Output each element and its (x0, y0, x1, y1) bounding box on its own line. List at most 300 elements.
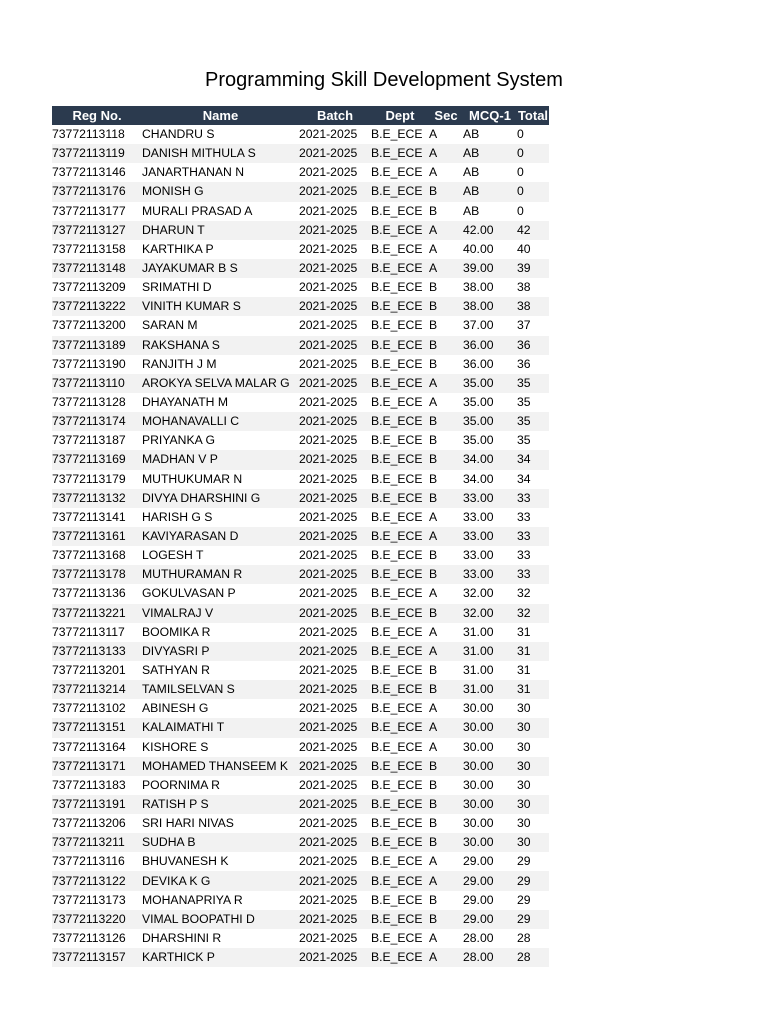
mcq-1-cell: 35.00 (463, 412, 517, 431)
table-row (52, 699, 549, 718)
reg-no-cell: 73772113110 (52, 374, 142, 393)
batch-cell: 2021-2025 (299, 509, 358, 524)
table-row (52, 910, 549, 929)
reg-no-cell: 73772113102 (52, 701, 126, 716)
dept-cell: B.E_ECE (371, 280, 423, 295)
name-cell: LOGESH T (142, 548, 204, 563)
name-cell: JANARTHANAN N (142, 165, 245, 180)
reg-no-cell: 73772113214 (52, 680, 142, 699)
total-cell: 36 (517, 356, 531, 371)
sec-cell: B (429, 777, 438, 792)
sec-cell: B (429, 412, 463, 431)
total-cell: 42 (517, 221, 549, 240)
name-cell: KALAIMATHI T (142, 718, 299, 737)
column-header-name: Name (142, 106, 299, 125)
mcq-1-cell: AB (463, 127, 480, 142)
reg-no-cell: 73772113148 (52, 259, 142, 278)
batch-cell: 2021-2025 (299, 297, 371, 316)
sec-cell: B (429, 280, 438, 295)
batch-cell: 2021-2025 (299, 182, 371, 201)
dept-cell: B.E_ECE (371, 854, 423, 869)
mcq-1-cell: 34.00 (463, 471, 494, 486)
reg-no-cell: 73772113146 (52, 165, 126, 180)
mcq-1-cell: 30.00 (463, 795, 517, 814)
batch-cell: 2021-2025 (299, 527, 371, 546)
dept-cell: B.E_ECE (371, 259, 429, 278)
table-row (52, 374, 549, 393)
column-header-mcq-1: MCQ-1 (463, 106, 517, 125)
batch-cell: 2021-2025 (299, 489, 371, 508)
mcq-1-cell: 29.00 (463, 854, 494, 869)
table-row (52, 661, 549, 680)
total-cell: 36 (517, 336, 549, 355)
sec-cell: B (429, 471, 438, 486)
total-cell: 35 (517, 412, 549, 431)
mcq-1-cell: 31.00 (463, 663, 494, 677)
dept-cell: B.E_ECE (371, 586, 423, 601)
reg-no-cell: 73772113136 (52, 586, 126, 601)
sec-cell: B (429, 203, 438, 218)
name-cell: GOKULVASAN P (142, 586, 236, 601)
reg-no-cell: 73772113161 (52, 527, 142, 546)
sec-cell: A (429, 871, 463, 890)
sec-cell: A (429, 165, 438, 180)
name-cell: POORNIMA R (142, 777, 220, 792)
name-cell: HARISH G S (142, 509, 213, 524)
page-title: Programming Skill Development System (205, 69, 563, 91)
batch-cell: 2021-2025 (299, 604, 371, 623)
mcq-1-cell: 38.00 (463, 280, 494, 295)
mcq-1-cell: 37.00 (463, 318, 494, 333)
name-cell: SARAN M (142, 318, 198, 333)
batch-cell: 2021-2025 (299, 586, 358, 601)
reg-no-cell: 73772113176 (52, 182, 142, 201)
dept-cell: B.E_ECE (371, 680, 429, 699)
mcq-1-cell: AB (463, 165, 480, 180)
total-cell: 33 (517, 527, 549, 546)
name-cell: BHUVANESH K (142, 854, 229, 869)
batch-cell: 2021-2025 (299, 127, 358, 142)
table-row (52, 163, 549, 182)
batch-cell: 2021-2025 (299, 336, 371, 355)
mcq-1-cell: 30.00 (463, 757, 517, 776)
name-cell: SRIMATHI D (142, 280, 212, 295)
sec-cell: A (429, 509, 438, 524)
mcq-1-cell: 33.00 (463, 509, 494, 524)
total-cell: 30 (517, 816, 531, 831)
name-cell: MOHAMED THANSEEM K (142, 757, 299, 776)
sec-cell: A (429, 395, 438, 410)
dept-cell: B.E_ECE (371, 182, 429, 201)
table-row (52, 144, 549, 163)
total-cell: 0 (517, 203, 524, 218)
sec-cell: A (429, 854, 438, 869)
dept-cell: B.E_ECE (371, 127, 423, 142)
mcq-1-cell: 35.00 (463, 395, 494, 410)
dept-cell: B.E_ECE (371, 565, 429, 584)
batch-cell: 2021-2025 (299, 854, 358, 869)
batch-cell: 2021-2025 (299, 795, 371, 814)
total-cell: 30 (517, 795, 549, 814)
name-cell: MOHANAVALLI C (142, 412, 299, 431)
sec-cell: B (429, 489, 463, 508)
total-cell: 28 (517, 948, 549, 967)
dept-cell: B.E_ECE (371, 356, 423, 371)
reg-no-cell: 73772113127 (52, 221, 142, 240)
dept-cell: B.E_ECE (371, 527, 429, 546)
column-header-total: Total (517, 108, 549, 123)
reg-no-cell: 73772113177 (52, 203, 126, 218)
sec-cell: B (429, 833, 463, 852)
name-cell: KAVIYARASAN D (142, 527, 299, 546)
name-cell: VIMALRAJ V (142, 604, 299, 623)
sec-cell: A (429, 527, 463, 546)
total-cell: 35 (517, 374, 549, 393)
total-cell: 40 (517, 241, 531, 256)
table-header-row (52, 106, 549, 125)
batch-cell: 2021-2025 (299, 471, 358, 486)
name-cell: MUTHUKUMAR N (142, 471, 243, 486)
reg-no-cell: 73772113118 (52, 127, 125, 142)
reg-no-cell: 73772113171 (52, 757, 142, 776)
name-cell: MONISH G (142, 182, 299, 201)
table-body (52, 125, 549, 967)
dept-cell: B.E_ECE (371, 777, 423, 792)
reg-no-cell: 73772113128 (52, 395, 126, 410)
batch-cell: 2021-2025 (299, 624, 358, 639)
mcq-1-cell: 28.00 (463, 930, 494, 945)
batch-cell: 2021-2025 (299, 680, 371, 699)
reg-no-cell: 73772113183 (52, 777, 126, 792)
batch-cell: 2021-2025 (299, 871, 371, 890)
mcq-1-cell: 29.00 (463, 892, 494, 907)
total-cell: 33 (517, 489, 549, 508)
table-row (52, 565, 549, 584)
sec-cell: B (429, 565, 463, 584)
total-cell: 38 (517, 297, 549, 316)
dept-cell: B.E_ECE (371, 489, 429, 508)
name-cell: SUDHA B (142, 833, 299, 852)
sec-cell: B (429, 795, 463, 814)
mcq-1-cell: 28.00 (463, 948, 517, 967)
table-row (52, 355, 549, 374)
name-cell: VINITH KUMAR S (142, 297, 299, 316)
dept-cell: B.E_ECE (371, 144, 429, 163)
total-cell: 34 (517, 471, 531, 486)
dept-cell: B.E_ECE (371, 221, 429, 240)
mcq-1-cell: 32.00 (463, 604, 517, 623)
table-row (52, 680, 549, 699)
name-cell: DHARUN T (142, 221, 299, 240)
table-row (52, 604, 549, 623)
batch-cell: 2021-2025 (299, 374, 371, 393)
sec-cell: B (429, 548, 438, 563)
table-row (52, 125, 549, 144)
total-cell: 0 (517, 182, 549, 201)
batch-cell: 2021-2025 (299, 892, 358, 907)
table-row (52, 278, 549, 297)
batch-cell: 2021-2025 (299, 318, 358, 333)
sec-cell: A (429, 241, 438, 256)
total-cell: 37 (517, 318, 531, 333)
batch-cell: 2021-2025 (299, 280, 358, 295)
total-cell: 30 (517, 701, 531, 716)
dept-cell: B.E_ECE (371, 739, 423, 754)
sec-cell: A (429, 586, 438, 601)
dept-cell: B.E_ECE (371, 336, 429, 355)
sec-cell: B (429, 356, 438, 371)
table-row (52, 871, 549, 890)
batch-cell: 2021-2025 (299, 833, 371, 852)
table-row (52, 336, 549, 355)
name-cell: KISHORE S (142, 739, 209, 754)
total-cell: 30 (517, 739, 531, 754)
total-cell: 32 (517, 604, 549, 623)
results-table (52, 106, 549, 967)
name-cell: SRI HARI NIVAS (142, 816, 234, 831)
mcq-1-cell: 33.00 (463, 548, 494, 563)
reg-no-cell: 73772113132 (52, 489, 142, 508)
dept-cell: B.E_ECE (371, 297, 429, 316)
sec-cell: A (429, 144, 463, 163)
mcq-1-cell: 30.00 (463, 833, 517, 852)
total-cell: 30 (517, 777, 531, 792)
dept-cell: B.E_ECE (371, 374, 429, 393)
dept-cell: B.E_ECE (371, 948, 429, 967)
reg-no-cell: 73772113168 (52, 548, 126, 563)
mcq-1-cell: 30.00 (463, 816, 494, 831)
dept-cell: B.E_ECE (371, 892, 423, 907)
mcq-1-cell: AB (463, 144, 517, 163)
table-row (52, 393, 549, 412)
sec-cell: B (429, 336, 463, 355)
total-cell: 0 (517, 144, 549, 163)
reg-no-cell: 73772113126 (52, 930, 126, 945)
sec-cell: B (429, 297, 463, 316)
reg-no-cell: 73772113201 (52, 663, 126, 677)
dept-cell: B.E_ECE (371, 548, 423, 563)
name-cell: AROKYA SELVA MALAR G (142, 374, 299, 393)
mcq-1-cell: 30.00 (463, 739, 494, 754)
dept-cell: B.E_ECE (371, 795, 429, 814)
name-cell: MOHANAPRIYA R (142, 892, 243, 907)
table-row (52, 757, 549, 776)
dept-cell: B.E_ECE (371, 930, 423, 945)
column-header-batch: Batch (299, 106, 371, 125)
mcq-1-cell: 30.00 (463, 701, 494, 716)
dept-cell: B.E_ECE (371, 450, 429, 469)
dept-cell: B.E_ECE (371, 910, 429, 929)
total-cell: 35 (517, 433, 531, 448)
batch-cell: 2021-2025 (299, 910, 371, 929)
mcq-1-cell: 30.00 (463, 718, 517, 737)
total-cell: 35 (517, 395, 531, 410)
total-cell: 38 (517, 280, 531, 295)
mcq-1-cell: 38.00 (463, 297, 517, 316)
name-cell: DEVIKA K G (142, 871, 299, 890)
total-cell: 30 (517, 718, 549, 737)
sec-cell: B (429, 450, 463, 469)
dept-cell: B.E_ECE (371, 165, 423, 180)
batch-cell: 2021-2025 (299, 433, 358, 448)
sec-cell: A (429, 624, 438, 639)
dept-cell: B.E_ECE (371, 412, 429, 431)
name-cell: JAYAKUMAR B S (142, 259, 299, 278)
name-cell: PRIYANKA G (142, 433, 215, 448)
batch-cell: 2021-2025 (299, 259, 371, 278)
batch-cell: 2021-2025 (299, 930, 358, 945)
dept-cell: B.E_ECE (371, 395, 423, 410)
table-row (52, 718, 549, 737)
total-cell: 31 (517, 663, 531, 677)
name-cell: RANJITH J M (142, 356, 217, 371)
sec-cell: B (429, 318, 438, 333)
total-cell: 29 (517, 910, 549, 929)
mcq-1-cell: 39.00 (463, 259, 517, 278)
total-cell: 29 (517, 892, 531, 907)
dept-cell: B.E_ECE (371, 701, 423, 716)
name-cell: ABINESH G (142, 701, 209, 716)
dept-cell: B.E_ECE (371, 433, 423, 448)
table-row (52, 948, 549, 967)
reg-no-cell: 73772113133 (52, 642, 142, 661)
name-cell: DANISH MITHULA S (142, 144, 299, 163)
reg-no-cell: 73772113141 (52, 509, 126, 524)
table-row (52, 891, 549, 910)
name-cell: KARTHICK P (142, 948, 299, 967)
sec-cell: A (429, 127, 438, 142)
dept-cell: B.E_ECE (371, 624, 423, 639)
dept-cell: B.E_ECE (371, 757, 429, 776)
reg-no-cell: 73772113189 (52, 336, 142, 355)
name-cell: CHANDRU S (142, 127, 215, 142)
name-cell: MUTHURAMAN R (142, 565, 299, 584)
total-cell: 31 (517, 680, 549, 699)
sec-cell: B (429, 663, 438, 677)
column-header-dept: Dept (371, 106, 429, 125)
table-row (52, 489, 549, 508)
reg-no-cell: 73772113178 (52, 565, 142, 584)
name-cell: TAMILSELVAN S (142, 680, 299, 699)
table-row (52, 584, 549, 603)
reg-no-cell: 73772113206 (52, 816, 126, 831)
batch-cell: 2021-2025 (299, 757, 371, 776)
total-cell: 33 (517, 509, 531, 524)
table-row (52, 776, 549, 795)
sec-cell: A (429, 739, 438, 754)
batch-cell: 2021-2025 (299, 241, 358, 256)
sec-cell: A (429, 374, 463, 393)
column-header-reg-no: Reg No. (52, 106, 142, 125)
reg-no-cell: 73772113187 (52, 433, 126, 448)
total-cell: 33 (517, 548, 531, 563)
name-cell: DHAYANATH M (142, 395, 228, 410)
table-row (52, 297, 549, 316)
mcq-1-cell: AB (463, 182, 517, 201)
table-row (52, 546, 549, 565)
sec-cell: B (429, 680, 463, 699)
sec-cell: A (429, 701, 438, 716)
batch-cell: 2021-2025 (299, 144, 371, 163)
reg-no-cell: 73772113221 (52, 604, 142, 623)
sec-cell: B (429, 816, 438, 831)
mcq-1-cell: 31.00 (463, 680, 517, 699)
sec-cell: A (429, 948, 463, 967)
dept-cell: B.E_ECE (371, 663, 423, 677)
batch-cell: 2021-2025 (299, 777, 358, 792)
name-cell: VIMAL BOOPATHI D (142, 910, 299, 929)
dept-cell: B.E_ECE (371, 718, 429, 737)
total-cell: 31 (517, 642, 549, 661)
reg-no-cell: 73772113174 (52, 412, 142, 431)
sec-cell: B (429, 182, 463, 201)
name-cell: DIVYA DHARSHINI G (142, 489, 299, 508)
reg-no-cell: 73772113209 (52, 280, 126, 295)
sec-cell: A (429, 642, 463, 661)
name-cell: MADHAN V P (142, 450, 299, 469)
reg-no-cell: 73772113169 (52, 450, 142, 469)
sec-cell: A (429, 259, 463, 278)
batch-cell: 2021-2025 (299, 718, 371, 737)
sec-cell: B (429, 433, 438, 448)
reg-no-cell: 73772113222 (52, 297, 142, 316)
table-row (52, 814, 549, 833)
name-cell: SATHYAN R (142, 663, 210, 677)
mcq-1-cell: 31.00 (463, 642, 517, 661)
batch-cell: 2021-2025 (299, 739, 358, 754)
reg-no-cell: 73772113151 (52, 718, 142, 737)
reg-no-cell: 73772113190 (52, 356, 126, 371)
reg-no-cell: 73772113119 (52, 144, 142, 163)
table-row (52, 316, 549, 335)
batch-cell: 2021-2025 (299, 642, 371, 661)
dept-cell: B.E_ECE (371, 203, 423, 218)
table-row (52, 623, 549, 642)
name-cell: BOOMIKA R (142, 624, 211, 639)
dept-cell: B.E_ECE (371, 604, 429, 623)
table-row (52, 929, 549, 948)
name-cell: RATISH P S (142, 795, 299, 814)
mcq-1-cell: 36.00 (463, 336, 517, 355)
dept-cell: B.E_ECE (371, 642, 429, 661)
table-row (52, 240, 549, 259)
table-row (52, 259, 549, 278)
dept-cell: B.E_ECE (371, 509, 423, 524)
mcq-1-cell: 34.00 (463, 450, 517, 469)
sec-cell: A (429, 718, 463, 737)
table-row (52, 450, 549, 469)
batch-cell: 2021-2025 (299, 203, 358, 218)
reg-no-cell: 73772113220 (52, 910, 142, 929)
table-row (52, 738, 549, 757)
sec-cell: B (429, 910, 463, 929)
dept-cell: B.E_ECE (371, 241, 423, 256)
total-cell: 31 (517, 624, 531, 639)
total-cell: 29 (517, 854, 531, 869)
reg-no-cell: 73772113122 (52, 871, 142, 890)
table-row (52, 470, 549, 489)
batch-cell: 2021-2025 (299, 565, 371, 584)
name-cell: KARTHIKA P (142, 241, 214, 256)
reg-no-cell: 73772113200 (52, 318, 126, 333)
table-row (52, 221, 549, 240)
dept-cell: B.E_ECE (371, 871, 429, 890)
reg-no-cell: 73772113191 (52, 795, 142, 814)
table-row (52, 852, 549, 871)
batch-cell: 2021-2025 (299, 816, 358, 831)
mcq-1-cell: 35.00 (463, 374, 517, 393)
reg-no-cell: 73772113211 (52, 833, 142, 852)
